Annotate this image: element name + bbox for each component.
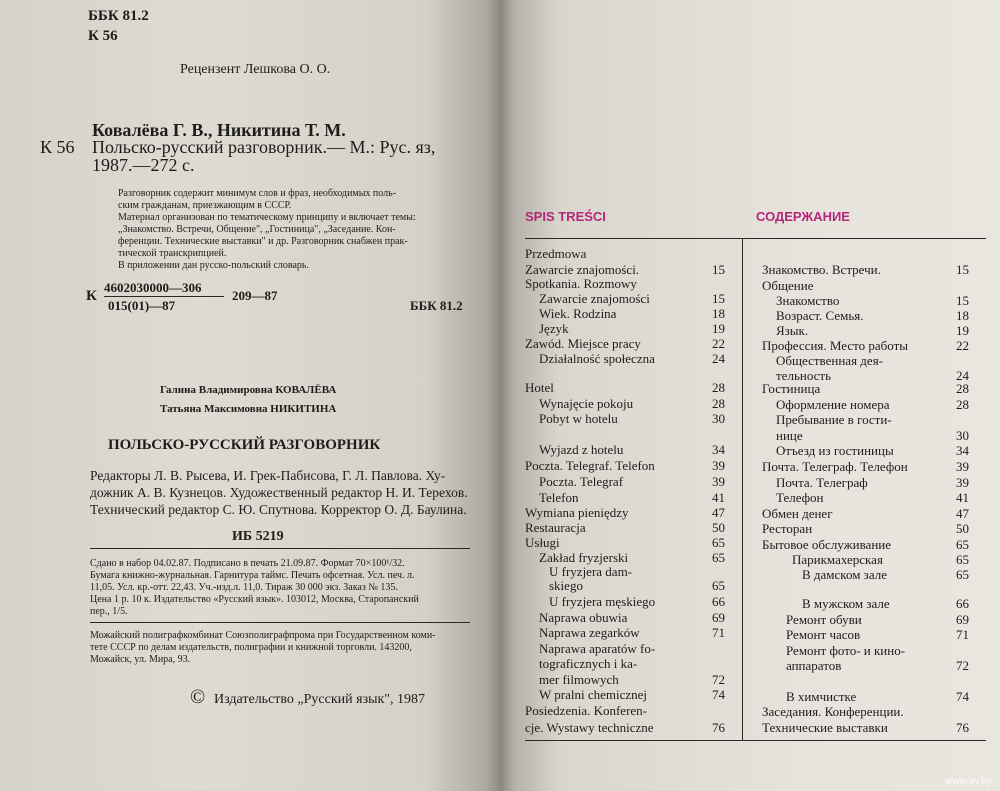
toc-page-number: 18: [956, 308, 969, 323]
toc-entry: Технические выставки: [762, 720, 888, 735]
printer-line-1: Можайский полиграфкомбинат Союзполиграфпрома при Государственном коми-: [90, 630, 436, 641]
toc-page-number: 72: [712, 672, 725, 687]
toc-page-number: 30: [712, 411, 725, 426]
imprint-line-3: 11,05. Усл. кр.-отт. 22,43. Уч.-изд.л. 11,0. Тираж 30 000 экз. Заказ № 135.: [90, 582, 398, 593]
toc-entry: tograficznych i ka-: [539, 656, 638, 671]
toc-page-number: 69: [956, 612, 969, 627]
toc-page-number: 34: [956, 443, 969, 458]
toc-page-number: 65: [712, 578, 725, 593]
toc-page-number: 39: [956, 475, 969, 490]
toc-page-number: 41: [712, 490, 725, 505]
printer-line-3: Можайск, ул. Мира, 93.: [90, 654, 191, 665]
toc-entry: U fryzjera dam-: [549, 564, 633, 579]
toc-entry: Usługi: [525, 535, 560, 550]
toc-entry: Гостиница: [762, 381, 821, 396]
imprint-line-4: Цена 1 р. 10 к. Издательство «Русский язык». 103012, Москва, Старопанский: [90, 594, 419, 605]
annotation-line-5: ференции. Технические выставки" и др. Разговорник снабжен прак-: [118, 236, 408, 247]
heading-russian: СОДЕРЖАНИЕ: [756, 209, 850, 224]
annotation-line-4: „Знакомство. Встречи, Общение", „Гостиница", „Заседание. Кон-: [118, 224, 396, 235]
toc-page-number: 50: [712, 520, 725, 535]
toc-entry: Ремонт часов: [786, 627, 861, 642]
author-name-2: Татьяна Максимовна НИКИТИНА: [160, 403, 337, 415]
toc-entry: Ремонт фото- и кино-: [786, 643, 906, 658]
imprint-line-2: Бумага книжно-журнальная. Гарнитура таймс. Печать офсетная. Усл. печ. л.: [90, 570, 415, 581]
toc-page-number: 19: [956, 323, 969, 338]
code-fraction-line: [104, 296, 224, 297]
copyright: Издательство „Русский язык", 1987: [214, 692, 426, 707]
toc-entry: Wymiana pieniędzy: [525, 505, 629, 520]
toc-page-number: 69: [712, 610, 725, 625]
right-page: [500, 0, 1000, 791]
toc-page-number: 65: [956, 552, 969, 567]
toc-entry: Zawarcie znajomości.: [525, 262, 640, 277]
toc-page-number: 41: [956, 490, 969, 505]
toc-page-number: 28: [956, 397, 969, 412]
authors: Ковалёва Г. В., Никитина Т. М.: [92, 120, 346, 140]
toc-page-number: 22: [712, 336, 725, 351]
toc-entry: Почта. Телеграф: [776, 475, 868, 490]
toc-page-number: 15: [712, 262, 725, 277]
toc-page-number: 71: [712, 625, 725, 640]
toc-entry: Обмен денег: [762, 506, 833, 521]
printer-line-2: тете СССР по делам издательств, полиграфии и книжной торговли. 143200,: [90, 642, 412, 653]
toc-column-divider: [742, 238, 743, 740]
toc-entry: mer filmowych: [539, 672, 619, 687]
toc-entry: Przedmowa: [525, 246, 587, 261]
copyright-icon: ©: [190, 686, 206, 708]
toc-entry: Poczta. Telegraf. Telefon: [525, 458, 655, 473]
code-top: 4602030000—306: [104, 280, 202, 295]
toc-entry: тельность: [776, 368, 832, 383]
toc-page-number: 76: [712, 720, 725, 735]
code-k: К: [86, 288, 97, 304]
toc-page-number: 24: [712, 351, 725, 366]
book-title: ПОЛЬСКО-РУССКИЙ РАЗГОВОРНИК: [108, 437, 381, 453]
imprint-line-5: пер., 1/5.: [90, 606, 128, 617]
toc-entry: Парикмахерская: [792, 552, 883, 567]
toc-entry: cje. Wystawy techniczne: [525, 720, 654, 735]
toc-entry: Wiek. Rodzina: [539, 306, 617, 321]
toc-page-number: 39: [956, 459, 969, 474]
annotation-line-6: тической транскрипцией.: [118, 248, 227, 259]
toc-page-number: 76: [956, 720, 969, 735]
imprint-line-1: Сдано в набор 04.02.87. Подписано в печать 21.09.87. Формат 70×100¹/32.: [90, 558, 405, 569]
toc-entry: В дамском зале: [802, 567, 887, 582]
toc-entry: W pralni chemicznej: [539, 687, 648, 702]
toc-entry: Hotel: [525, 380, 554, 395]
toc-entry: Telefon: [539, 490, 579, 505]
title-line-2: 1987.—272 с.: [92, 155, 195, 175]
toc-page-number: 28: [712, 380, 725, 395]
toc-entry: Wyjazd z hotelu: [539, 442, 624, 457]
toc-entry: Ремонт обуви: [786, 612, 862, 627]
bbk-top-2: К 56: [88, 28, 118, 44]
toc-entry: Профессия. Место работы: [762, 338, 909, 353]
toc-entry: Язык.: [776, 323, 809, 338]
toc-entry: Zawarcie znajomości: [539, 291, 650, 306]
toc-page-number: 74: [712, 687, 725, 702]
toc-entry: нице: [776, 428, 803, 443]
bbk-top-1: ББК 81.2: [88, 8, 149, 24]
toc-page-number: 22: [956, 338, 969, 353]
ib-number: ИБ 5219: [232, 529, 284, 544]
toc-page-number: 47: [956, 506, 969, 521]
toc-entry: В мужском зале: [802, 596, 890, 611]
toc-entry: Ресторан: [762, 521, 813, 536]
toc-entry: Возраст. Семья.: [776, 308, 864, 323]
toc-page-number: 72: [956, 658, 969, 673]
toc-entry: Działalność społeczna: [539, 351, 655, 366]
toc-page-number: 65: [956, 537, 969, 552]
title-line-1: Польско-русский разговорник.— М.: Рус. яз,: [92, 137, 436, 157]
annotation-line-3: Материал организован по тематическому принципу и включает темы:: [118, 212, 416, 223]
toc-entry: Бытовое обслуживание: [762, 537, 891, 552]
toc-page-number: 65: [956, 567, 969, 582]
toc-page-number: 65: [712, 550, 725, 565]
toc-entry: Restauracja: [525, 520, 586, 535]
toc-entry: Отъезд из гостиницы: [776, 443, 894, 458]
code-bottom: 015(01)—87: [108, 298, 176, 313]
code-right: 209—87: [232, 288, 278, 303]
toc-entry: Poczta. Telegraf: [539, 474, 624, 489]
toc-page-number: 66: [956, 596, 969, 611]
toc-page-number: 74: [956, 689, 969, 704]
watermark: www.ay.by: [944, 776, 992, 787]
toc-entry: Пребывание в гости-: [776, 412, 892, 427]
toc-page-number: 65: [712, 535, 725, 550]
annotation-line-1: Разговорник содержит минимум слов и фраз, необходимых поль-: [118, 188, 397, 199]
toc-entry: Общение: [762, 278, 814, 293]
heading-polish: SPIS TREŚCI: [525, 209, 606, 224]
author-name-1: Галина Владимировна КОВАЛЁВА: [160, 384, 337, 396]
toc-entry: Wynajęcie pokoju: [539, 396, 634, 411]
annotation-line-7: В приложении дан русско-польский словарь.: [118, 260, 309, 271]
toc-page-number: 34: [712, 442, 725, 457]
toc-entry: Naprawa zegarków: [539, 625, 640, 640]
toc-page-number: 19: [712, 321, 725, 336]
toc-page-number: 39: [712, 458, 725, 473]
toc-page-number: 71: [956, 627, 969, 642]
toc-top-rule: [525, 238, 986, 239]
toc-entry: Общественная дея-: [776, 353, 883, 368]
reviewer: Рецензент Лешкова О. О.: [180, 62, 331, 77]
toc-bottom-rule: [525, 740, 986, 741]
toc-entry: Pobyt w hotelu: [539, 411, 618, 426]
toc-entry: skiego: [549, 578, 583, 593]
toc-entry: Знакомство. Встречи.: [762, 262, 881, 277]
toc-entry: Naprawa obuwia: [539, 610, 628, 625]
editors-line-2: дожник А. В. Кузнецов. Художественный редактор Н. И. Терехов.: [90, 485, 468, 500]
toc-page-number: 28: [712, 396, 725, 411]
call-letter: К 56: [40, 137, 75, 157]
toc-entry: Zawód. Miejsce pracy: [525, 336, 641, 351]
toc-page-number: 50: [956, 521, 969, 536]
toc-page-number: 15: [956, 293, 969, 308]
toc-page-number: 24: [956, 368, 969, 383]
toc-entry: Zakład fryzjerski: [539, 550, 629, 565]
toc-entry: Posiedzenia. Konferen-: [525, 703, 648, 718]
toc-entry: Заседания. Конференции.: [762, 704, 904, 719]
editors-line-3: Технический редактор С. Ю. Спутнова. Корректор О. Д. Баулина.: [90, 502, 467, 517]
annotation-line-2: ским гражданам, приезжающим в СССР.: [118, 200, 292, 211]
toc-entry: U fryzjera męskiego: [549, 594, 656, 609]
toc-page-number: 30: [956, 428, 969, 443]
toc-entry: Język: [539, 321, 569, 336]
imprint-top-rule: [90, 548, 470, 549]
toc-page-number: 18: [712, 306, 725, 321]
toc-entry: Почта. Телеграф. Телефон: [762, 459, 908, 474]
toc-entry: Знакомство: [776, 293, 840, 308]
toc-page-number: 15: [956, 262, 969, 277]
toc-entry: Naprawa aparatów fo-: [539, 641, 656, 656]
imprint-bottom-rule: [90, 622, 470, 623]
toc-entry: Телефон: [776, 490, 824, 505]
toc-page-number: 28: [956, 381, 969, 396]
toc-entry: Spotkania. Rozmowy: [525, 276, 637, 291]
bbk-right: ББК 81.2: [410, 298, 463, 313]
toc-page-number: 66: [712, 594, 725, 609]
toc-page-number: 47: [712, 505, 725, 520]
toc-page-number: 39: [712, 474, 725, 489]
editors-line-1: Редакторы Л. В. Рысева, И. Грек-Пабисова, Г. Л. Павлова. Ху-: [90, 468, 446, 483]
toc-page-number: 15: [712, 291, 725, 306]
toc-entry: аппаратов: [786, 658, 842, 673]
toc-entry: Оформление номера: [776, 397, 890, 412]
toc-entry: В химчистке: [786, 689, 857, 704]
